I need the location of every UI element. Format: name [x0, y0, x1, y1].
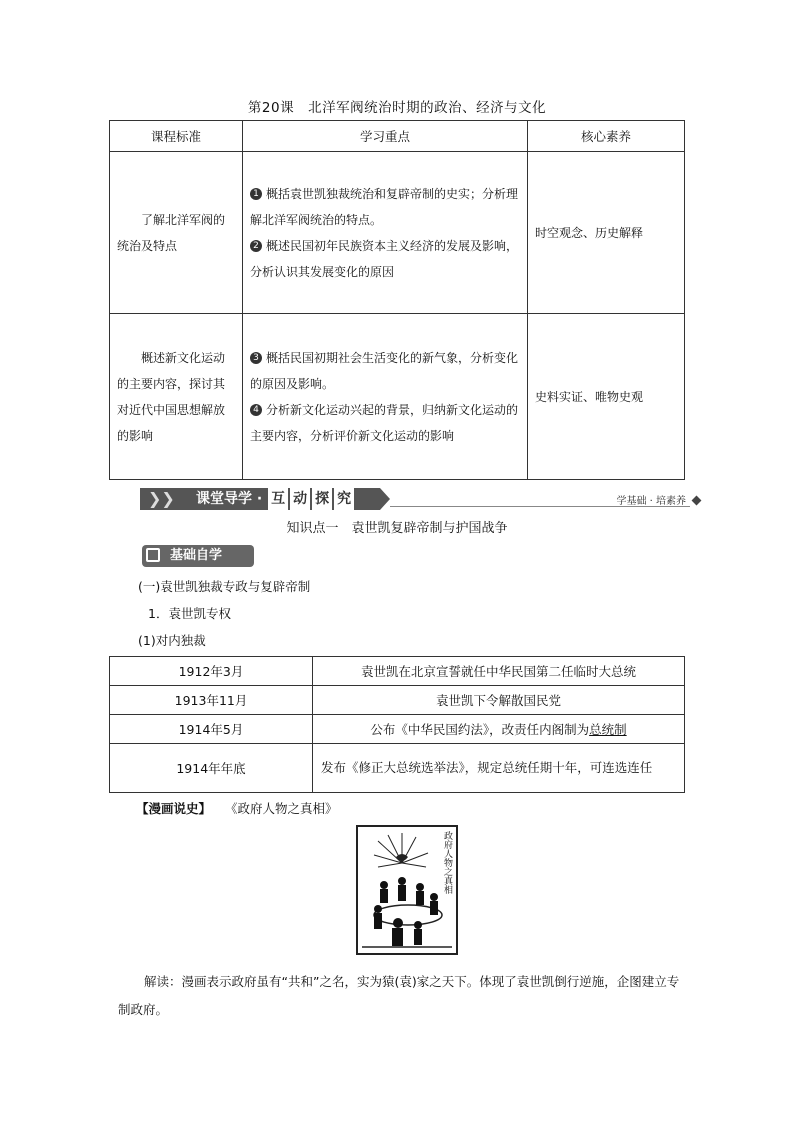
point-text: 分析新文化运动兴起的背景，归纳新文化运动的主要内容，分析评价新文化运动的影响 [250, 402, 519, 443]
table-row [110, 657, 685, 686]
heading-3: (1)对内独裁 [138, 633, 206, 648]
chevron-right-icon: ❯❯ [148, 489, 175, 508]
heading-1: (一)袁世凯独裁专政与复辟帝制 [138, 579, 311, 594]
header-standard: 课程标准 [110, 121, 243, 152]
heading-2: 1．袁世凯专权 [148, 606, 231, 621]
date-cell: 1914年5月 [110, 715, 313, 744]
underlined-term: 总统制 [589, 722, 627, 737]
knowledge-point-title: 知识点一 袁世凯复辟帝制与护国战争 [286, 521, 508, 536]
table-row [110, 744, 685, 793]
banner-title: 课堂导学 · 互 动 探 究 [196, 488, 355, 510]
table-row [110, 686, 685, 715]
diamond-icon [692, 496, 702, 506]
header-points: 学习重点 [243, 121, 528, 152]
lesson-title: 第20课 北洋军阀统治时期的政治、经济与文化 [247, 100, 547, 116]
table-row [110, 715, 685, 744]
event-cell: 发布《修正大总统选举法》，规定总统任期十年，可连选连任 [313, 744, 685, 793]
book-icon [146, 548, 160, 562]
event-cell: 袁世凯下令解散国民党 [313, 686, 685, 715]
point-text: 概述民国初年民族资本主义经济的发展及影响，分析认识其发展变化的原因 [250, 238, 519, 279]
date-cell: 1912年3月 [110, 657, 313, 686]
overview-table [109, 120, 685, 480]
table-row [110, 152, 685, 314]
explanation-text: 解读：漫画表示政府虽有“共和”之名，实为猿(袁)家之天下。体现了袁世凯倒行逆施，企图建立专制政府。 [118, 974, 680, 1017]
date-cell: 1913年11月 [110, 686, 313, 715]
comic-inscription: 政府人物之真相 [442, 831, 452, 894]
literacy-cell: 时空观念、历史解释 [535, 225, 644, 240]
events-table [109, 656, 685, 793]
standard-cell: 概述新文化运动的主要内容，探讨其对近代中国思想解放的影响 [117, 350, 226, 443]
date-cell: 1914年年底 [110, 744, 313, 793]
section-label: 基础自学 [142, 545, 254, 567]
event-cell: 袁世凯在北京宣誓就任中华民国第二任临时大总统 [313, 657, 685, 686]
table-row [110, 314, 685, 480]
points-cell [244, 181, 526, 285]
event-cell: 公布《中华民国约法》，改责任内阁制为总统制 [313, 715, 685, 744]
header-literacy: 核心素养 [528, 121, 685, 152]
number-badge: 3 [250, 352, 262, 364]
banner-subtitle: 学基础 · 培素养 [616, 496, 686, 507]
point-text: 概括民国初期社会生活变化的新气象，分析变化的原因及影响。 [250, 350, 519, 391]
comic-image [356, 825, 458, 955]
number-badge: 1 [250, 188, 262, 200]
section-banner [140, 486, 700, 512]
points-cell [244, 345, 526, 449]
standard-cell: 了解北洋军阀的统治及特点 [117, 212, 226, 253]
comic-caption: 【漫画说史】 《政府人物之真相》 [136, 801, 338, 816]
number-badge: 2 [250, 240, 262, 252]
point-text: 概括袁世凯独裁统治和复辟帝制的史实；分析理解北洋军阀统治的特点。 [250, 186, 519, 227]
number-badge: 4 [250, 404, 262, 416]
literacy-cell: 史料实证、唯物史观 [535, 389, 644, 404]
